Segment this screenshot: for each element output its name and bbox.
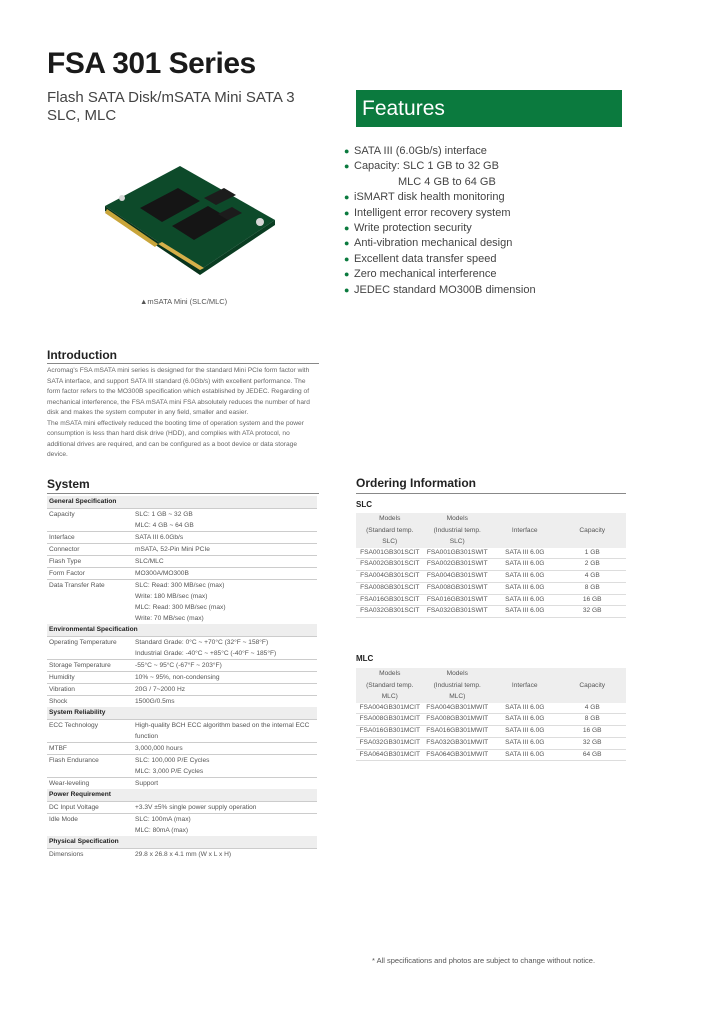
feature-text: JEDEC standard MO300B dimension (354, 283, 536, 296)
spec-category: Environmental Specification (47, 624, 317, 637)
bullet-icon: ● (344, 238, 350, 249)
column-header: Interface (491, 513, 559, 548)
spec-category-row (47, 624, 317, 637)
spec-category-row (47, 789, 317, 802)
spec-category: System Reliability (47, 707, 317, 720)
spec-row (47, 520, 317, 532)
spec-value: mSATA, 52-Pin Mini PCIe (133, 544, 317, 556)
table-cell: SATA III 6.0G (491, 749, 559, 761)
feature-item (344, 206, 644, 221)
table-cell: FSA002GB301SWIT (424, 559, 492, 571)
spec-value: SLC: 100mA (max) (133, 814, 317, 826)
column-header: Models (Industrial temp. SLC) (424, 513, 492, 548)
feature-text: Excellent data transfer speed (354, 252, 497, 265)
bullet-icon: ● (344, 192, 350, 203)
spec-category-row (47, 707, 317, 720)
bullet-icon: ● (344, 269, 350, 280)
spec-key (47, 520, 133, 532)
spec-value: 3,000,000 hours (133, 743, 317, 755)
table-row (356, 606, 626, 618)
feature-item (344, 267, 644, 282)
table-cell: FSA008GB301MWIT (424, 714, 492, 726)
bullet-icon: ● (344, 253, 350, 264)
table-cell: SATA III 6.0G (491, 571, 559, 583)
table-cell: FSA001GB301SCIT (356, 548, 424, 559)
feature-text: MLC 4 GB to 64 GB (398, 175, 496, 188)
spec-row (47, 766, 317, 778)
table-cell: FSA004GB301MWIT (424, 703, 492, 714)
spec-value: SLC/MLC (133, 556, 317, 568)
feature-text: Capacity: SLC 1 GB to 32 GB (354, 160, 499, 173)
spec-key (47, 825, 133, 836)
table-row (356, 737, 626, 749)
spec-row (47, 696, 317, 708)
column-header: Interface (491, 668, 559, 703)
spec-value: Industrial Grade: -40°C ~ +85°C (-40°F ~ 185°F) (135, 650, 277, 657)
spec-key: Flash Type (47, 556, 133, 568)
spec-row (47, 672, 317, 684)
column-header: Models (Standard temp. MLC) (356, 668, 424, 703)
spec-key: Data Transfer Rate (47, 580, 133, 592)
feature-item (344, 236, 644, 251)
feature-text: iSMART disk health monitoring (354, 191, 505, 204)
table-cell: SATA III 6.0G (491, 737, 559, 749)
table-row (356, 559, 626, 571)
spec-value: MLC: 3,000 P/E Cycles (135, 768, 204, 775)
features-banner: Features (356, 90, 622, 127)
spec-row (47, 743, 317, 755)
column-header: Models (Industrial temp. MLC) (424, 668, 492, 703)
spec-key: Shock (47, 696, 133, 708)
spec-row (47, 602, 317, 613)
bullet-icon: ● (344, 222, 350, 233)
spec-value: 20G / 7~2000 Hz (133, 684, 317, 696)
spec-value: SLC: Read: 300 MB/sec (max) (133, 580, 317, 592)
spec-value: MLC: Read: 300 MB/sec (max) (135, 604, 226, 611)
spec-value: SATA III 6.0Gb/s (133, 532, 317, 544)
table-cell: FSA004GB301SWIT (424, 571, 492, 583)
spec-value: Write: 70 MB/sec (max) (135, 615, 204, 622)
spec-value: Standard Grade: 0°C ~ +70°C (32°F ~ 158°F) (133, 637, 317, 649)
feature-item (344, 175, 644, 190)
spec-row (47, 580, 317, 592)
table-cell: FSA064GB301MCIT (356, 749, 424, 761)
spec-row (47, 544, 317, 556)
table-cell: FSA008GB301MCIT (356, 714, 424, 726)
spec-category: General Specification (47, 496, 317, 509)
table-cell: FSA008GB301SWIT (424, 582, 492, 594)
table-cell: FSA008GB301SCIT (356, 582, 424, 594)
bullet-icon: ● (344, 146, 350, 156)
system-heading: System (47, 477, 90, 491)
spec-value: +3.3V ±5% single power supply operation (133, 802, 317, 814)
table-cell: SATA III 6.0G (491, 714, 559, 726)
spec-value: 29.8 x 26.8 x 4.1 mm (W x L x H) (133, 849, 317, 861)
table-cell: FSA004GB301SCIT (356, 571, 424, 583)
table-cell: FSA016GB301MCIT (356, 726, 424, 738)
slc-table-label: SLC (356, 500, 372, 509)
feature-item (344, 221, 644, 236)
spec-value: SLC: 1 GB ~ 32 GB (133, 509, 317, 521)
spec-key: MTBF (47, 743, 133, 755)
spec-row (47, 556, 317, 568)
spec-row (47, 637, 317, 649)
introduction-heading: Introduction (47, 348, 117, 362)
spec-row (47, 613, 317, 624)
features-list (344, 144, 644, 298)
table-cell: FSA016GB301SCIT (356, 594, 424, 606)
feature-text: Intelligent error recovery system (354, 206, 511, 219)
table-cell: FSA016GB301SWIT (424, 594, 492, 606)
table-row (356, 571, 626, 583)
introduction-text (47, 366, 317, 461)
table-cell: 16 GB (559, 594, 627, 606)
table-cell: SATA III 6.0G (491, 548, 559, 559)
spec-value: High-quality BCH ECC algorithm based on the internal ECC function (133, 720, 317, 743)
column-header: Capacity (559, 513, 627, 548)
table-cell: FSA032GB301SCIT (356, 606, 424, 618)
table-row (356, 594, 626, 606)
table-cell: SATA III 6.0G (491, 703, 559, 714)
table-cell: SATA III 6.0G (491, 594, 559, 606)
table-cell: 4 GB (559, 571, 627, 583)
footnote: * All specifications and photos are subject to change without notice. (372, 956, 596, 965)
table-cell: FSA004GB301MCIT (356, 703, 424, 714)
spec-value: -55°C ~ 95°C (-67°F ~ 203°F) (133, 660, 317, 672)
spec-value: MO300A/MO300B (133, 568, 317, 580)
spec-key (47, 648, 133, 660)
table-cell: FSA032GB301MCIT (356, 737, 424, 749)
table-cell: 4 GB (559, 703, 627, 714)
bullet-icon: ● (344, 161, 350, 172)
table-cell: SATA III 6.0G (491, 606, 559, 618)
feature-item (344, 283, 644, 298)
spec-row (47, 825, 317, 836)
spec-key: Form Factor (47, 568, 133, 580)
table-cell: SATA III 6.0G (491, 582, 559, 594)
spec-value: SLC: 100,000 P/E Cycles (133, 755, 317, 767)
feature-item (344, 144, 644, 159)
table-cell: FSA001GB301SWIT (424, 548, 492, 559)
spec-value: MLC: 80mA (max) (135, 827, 189, 834)
table-cell: SATA III 6.0G (491, 726, 559, 738)
subtitle-line-2: SLC, MLC (47, 107, 117, 124)
spec-key: Wear-leveling (47, 778, 133, 790)
spec-row (47, 532, 317, 544)
table-cell: SATA III 6.0G (491, 559, 559, 571)
table-row (356, 726, 626, 738)
spec-row (47, 802, 317, 814)
introduction-paragraph: Acromag's FSA mSATA mini series is designed for the standard Mini PCIe form factor with SATA interface, and support SATA III standard (6.0Gb/s) with excellent performance. The form factor refers to the MO300B specification which established by JEDEC. Regarding of mechanical interference, the FSA mSATA mini FSA absolutely reduces the number of hard disk and makes the system computer in any field, smaller and easier. (47, 367, 310, 416)
spec-row (47, 849, 317, 861)
mlc-ordering-table (356, 668, 626, 761)
table-cell: 64 GB (559, 749, 627, 761)
spec-row (47, 568, 317, 580)
spec-key: Connector (47, 544, 133, 556)
bullet-icon: ● (344, 284, 350, 295)
system-spec-table (47, 496, 317, 860)
spec-row (47, 814, 317, 826)
column-header: Capacity (559, 668, 627, 703)
feature-item (344, 159, 644, 174)
spec-row (47, 755, 317, 767)
table-cell: FSA032GB301SWIT (424, 606, 492, 618)
introduction-divider (47, 363, 319, 364)
introduction-paragraph: The mSATA mini effectively reduced the booting time of operation system and the power consumption is less than hard disk drive (HDD), and complies with ATA protocol, no additional drives are required, and can be configured as a boot device or data storage device. (47, 419, 304, 458)
feature-text: SATA III (6.0Gb/s) interface (354, 145, 487, 157)
spec-category-row (47, 496, 317, 509)
feature-item (344, 252, 644, 267)
spec-value: Support (133, 778, 317, 790)
ordering-heading: Ordering Information (356, 476, 476, 490)
image-caption: ▲mSATA Mini (SLC/MLC) (140, 297, 228, 306)
spec-value: MLC: 4 GB ~ 64 GB (135, 522, 194, 529)
table-cell: FSA002GB301SCIT (356, 559, 424, 571)
table-row (356, 749, 626, 761)
spec-row (47, 648, 317, 660)
table-cell: 2 GB (559, 559, 627, 571)
table-row (356, 582, 626, 594)
table-cell: FSA064GB301MWIT (424, 749, 492, 761)
slc-ordering-table (356, 513, 626, 618)
table-cell: FSA016GB301MWIT (424, 726, 492, 738)
spec-key: Flash Endurance (47, 755, 133, 767)
spec-key (47, 613, 133, 624)
table-cell: 32 GB (559, 737, 627, 749)
table-cell: FSA032GB301MWIT (424, 737, 492, 749)
spec-row (47, 660, 317, 672)
spec-key (47, 591, 133, 602)
feature-text: Write protection security (354, 221, 472, 234)
table-row (356, 714, 626, 726)
spec-key: Humidity (47, 672, 133, 684)
spec-value: Write: 180 MB/sec (max) (135, 593, 208, 600)
spec-key (47, 602, 133, 613)
spec-key: Interface (47, 532, 133, 544)
ordering-divider (356, 493, 626, 494)
spec-key: ECC Technology (47, 720, 133, 743)
mlc-table-label: MLC (356, 654, 374, 663)
feature-text: Zero mechanical interference (354, 268, 497, 281)
spec-value: 10% ~ 95%, non-condensing (133, 672, 317, 684)
spec-key: Idle Mode (47, 814, 133, 826)
feature-item (344, 190, 644, 205)
spec-key (47, 766, 133, 778)
page-title: FSA 301 Series (47, 47, 256, 80)
spec-row (47, 509, 317, 521)
spec-key: Vibration (47, 684, 133, 696)
table-cell: 8 GB (559, 714, 627, 726)
spec-category: Physical Specification (47, 836, 317, 849)
table-cell: 1 GB (559, 548, 627, 559)
table-row (356, 548, 626, 559)
table-cell: 16 GB (559, 726, 627, 738)
spec-category-row (47, 836, 317, 849)
spec-key: Capacity (47, 509, 133, 521)
subtitle-line-1: Flash SATA Disk/mSATA Mini SATA 3 (47, 89, 295, 106)
spec-key: Operating Temperature (47, 637, 133, 649)
spec-row (47, 720, 317, 743)
spec-key: Storage Temperature (47, 660, 133, 672)
spec-row (47, 778, 317, 790)
spec-row (47, 684, 317, 696)
bullet-icon: ● (344, 207, 350, 218)
table-row (356, 703, 626, 714)
system-divider (47, 493, 319, 494)
spec-key: Dimensions (47, 849, 133, 861)
spec-key: DC Input Voltage (47, 802, 133, 814)
spec-row (47, 591, 317, 602)
spec-value: 1500G/0.5ms (133, 696, 317, 708)
spec-category: Power Requirement (47, 789, 317, 802)
column-header: Models (Standard temp. SLC) (356, 513, 424, 548)
product-image (100, 158, 280, 288)
feature-text: Anti-vibration mechanical design (354, 237, 513, 250)
table-cell: 32 GB (559, 606, 627, 618)
table-cell: 8 GB (559, 582, 627, 594)
